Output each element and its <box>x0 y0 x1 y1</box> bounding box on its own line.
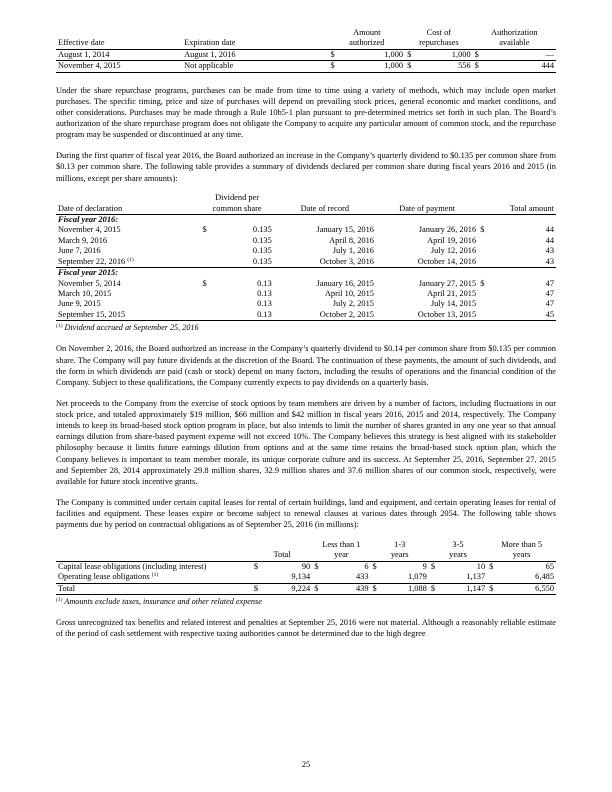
cell-total-sign: $ <box>480 225 485 235</box>
cell-per-share: 0.135 <box>252 235 272 245</box>
cell-record: October 3, 2016 <box>274 257 376 268</box>
cell-declaration: June 9, 2015 <box>58 299 101 309</box>
cell-sign: $ <box>252 583 262 594</box>
cell-record: April 8, 2016 <box>329 235 374 245</box>
cell-sign: $ <box>489 561 494 571</box>
cell-payment: April 21, 2015 <box>427 288 477 298</box>
cell-per-share: 0.13 <box>257 288 272 298</box>
section-row <box>56 215 556 226</box>
header-amount-authorized: Amount authorized <box>329 28 406 49</box>
cell-cost-sign: $ <box>405 61 416 72</box>
cell-total-sign <box>478 299 489 309</box>
cell-sign: $ <box>253 561 259 571</box>
header-1-3-years: 1-3 years <box>371 540 429 561</box>
table-row <box>56 561 556 572</box>
footnote-mark: (1) <box>127 256 134 263</box>
section-label-fy2015: Fiscal year 2015: <box>58 268 119 278</box>
page-content <box>56 26 556 649</box>
cell-sign <box>487 572 497 583</box>
cell-sign: $ <box>312 583 322 594</box>
paragraph-repurchase-methods: Under the share repurchase programs, purchases can be made from time to time using a variety of methods, which may include open market purchases. The specific timing, price and size of purchases will depend on prevailing stock prices, general economic and market conditions, and other considerations. Purchases may be made through a Rule 10b5-1 plan pursuant to pre-determined metrics set forth in such plan. The Board’s authorization of the share repurchase program does not obligate the Company to acquire any particular amount of common stock, and the repurchase program may be suspended or discontinued at any time. <box>56 85 556 140</box>
cell-record: July 1, 2016 <box>332 246 374 256</box>
cell-total: 43 <box>545 246 554 256</box>
cell-y13: 1,088 <box>381 583 429 594</box>
cell-sign: $ <box>372 561 377 571</box>
cell-total: 43 <box>489 257 556 268</box>
header-date-of-payment: Date of payment <box>376 193 478 214</box>
dividend-header-row <box>56 193 556 214</box>
cell-y13: 1,079 <box>381 572 429 583</box>
cell-lt1: 6 <box>364 561 369 571</box>
cell-payment: October 13, 2015 <box>376 310 478 321</box>
cell-record: April 10, 2015 <box>324 288 374 298</box>
cell-label: Operating lease obligations $^{(1)}$ <box>56 572 252 583</box>
cell-sign: $ <box>487 583 497 594</box>
cell-record: July 2, 2015 <box>332 299 374 309</box>
obligations-footnote: $^{(1)}$ Amounts exclude taxes, insurance and other related expense <box>56 596 262 606</box>
cell-cost: 1,000 <box>416 49 472 60</box>
header-authorization-available: Authorization available <box>473 28 556 49</box>
cell-sign <box>200 236 216 246</box>
cell-sign: $ <box>202 225 207 235</box>
cell-total-sign <box>478 289 489 299</box>
cell-declaration: June 7, 2016 <box>58 246 101 256</box>
cell-avail-sign: $ <box>473 61 484 72</box>
table-row <box>56 236 556 246</box>
cell-payment: October 14, 2016 <box>376 257 478 268</box>
paragraph-dividend-increase-2016: During the first quarter of fiscal year 2016, the Board authorized an increase in the Company’s quarterly dividend to $0.135 per common share from $0.13 per common share. The following table provides a summary of dividends declared per common share during fiscal years 2016 and 2015 (in millions, except per share amounts): <box>56 151 556 183</box>
cell-lt1: 439 <box>323 583 371 594</box>
cell-sign <box>371 572 381 583</box>
paragraph-leases: The Company is committed under certain capital leases for rental of certain buildings, land and equipment, and certain operating leases for rental of facilities and equipment. These leases expire or become subject to renewal clauses at various dates through 2054. The following table shows payments due by period on contractual obligations as of September 25, 2016 (in millions): <box>56 497 556 530</box>
header-3-5-years: 3-5 years <box>429 540 487 561</box>
cell-amount-sign: $ <box>329 49 340 60</box>
cell-total: 47 <box>545 299 554 309</box>
cell-per-share: 0.13 <box>257 299 272 309</box>
header-total-amount: Total amount <box>478 193 556 214</box>
cell-total: 45 <box>489 310 556 321</box>
cell-per-share: 0.135 <box>252 225 272 235</box>
header-more-than-5-years: More than 5 years <box>487 540 556 561</box>
header-date-of-record: Date of record <box>274 193 376 214</box>
cell-sign: $ <box>430 561 436 571</box>
cell-total: 90 <box>301 561 311 571</box>
cell-lt1: 433 <box>323 572 371 583</box>
dividend-footnote: $^{(1)}$ Dividend accrued at September 25, 2016 <box>56 323 199 333</box>
cell-label: Total <box>56 583 252 594</box>
cell-sign <box>200 246 216 256</box>
cell-sign: $ <box>202 278 207 288</box>
cell-cost-sign: $ <box>405 49 416 60</box>
table-row <box>56 299 556 309</box>
table-row <box>56 279 556 289</box>
cell-declaration: September 22, 2016 $^{(1)}$ <box>56 257 200 268</box>
cell-total-sign <box>478 246 489 256</box>
cell-payment: April 19, 2016 <box>427 235 477 245</box>
cell-effective: November 4, 2015 <box>56 61 182 72</box>
cell-sign <box>429 572 439 583</box>
obligations-table <box>56 540 556 595</box>
cell-y13: 9 <box>422 561 427 571</box>
cell-total-sign: $ <box>480 278 485 288</box>
cell-label: Capital lease obligations (including interest) <box>58 561 207 571</box>
paragraph-stock-options: Net proceeds to the Company from the exercise of stock options by team members are driven by a number of factors, including fluctuations in our stock price, and totaled approximately $19 million, $66 million and $42 million in fiscal years 2016, 2015 and 2014, respectively. The Company intends to keep its broad-based stock option program in place, but also intends to limit the number of shares granted in any one year so that annual earnings dilution from share-based payment expense will not exceed 10%. The Company believes this strategy is best aligned with its stakeholder philosophy because it limits future earnings dilution from options and at the same time retains the broad-based stock option plan, which the Company believes is important to team member morale, its unique corporate culture and its success. At September 25, 2016, September 27, 2015 and September 28, 2014 approximately 29.8 million shares, 32.9 million shares and 37.6 million shares of our common stock, respectively, were available for future stock incentive grants. <box>56 398 556 487</box>
cell-sign <box>200 310 216 321</box>
cell-total-sign <box>478 310 489 321</box>
cell-per-share: 0.13 <box>216 310 274 321</box>
cell-sign: $ <box>429 583 439 594</box>
cell-sign <box>200 289 216 299</box>
header-date-of-declaration: Date of declaration <box>56 193 200 214</box>
cell-amount-sign: $ <box>329 61 340 72</box>
header-dividend-per-share: Dividend per common share <box>200 193 273 214</box>
cell-total-sign <box>478 257 489 268</box>
table-row <box>56 310 556 321</box>
cell-avail-sign: $ <box>473 49 484 60</box>
cell-gt5: 6,485 <box>498 572 556 583</box>
cell-payment: July 12, 2016 <box>430 246 477 256</box>
cell-sign: $ <box>314 561 319 571</box>
cell-payment: July 14, 2015 <box>430 299 477 309</box>
cell-gt5: 65 <box>545 561 554 571</box>
cell-effective: August 1, 2014 <box>56 49 182 60</box>
header-expiration-date: Expiration date <box>182 28 328 49</box>
cell-sign <box>252 572 262 583</box>
cell-sign <box>312 572 322 583</box>
cell-declaration: November 4, 2015 <box>58 225 121 235</box>
cell-sign <box>200 299 216 309</box>
repurchase-table <box>56 28 556 73</box>
cell-expiration: August 1, 2016 <box>182 49 328 60</box>
cell-cost: 556 <box>416 61 472 72</box>
table-row <box>56 289 556 299</box>
obligations-header-row <box>56 540 556 561</box>
table-row <box>56 49 556 60</box>
cell-total: 47 <box>545 288 554 298</box>
cell-record: January 15, 2016 <box>316 225 374 235</box>
cell-gt5: 6,550 <box>498 583 556 594</box>
cell-record: January 16, 2015 <box>316 278 374 288</box>
repurchase-header-row <box>56 28 556 49</box>
cell-declaration: March 10, 2015 <box>58 288 112 298</box>
cell-sign: $ <box>371 583 381 594</box>
cell-total: 9,134 <box>262 572 312 583</box>
cell-total: 44 <box>545 225 554 235</box>
footnote-mark: (1) <box>151 572 159 579</box>
cell-total: 44 <box>545 235 554 245</box>
section-row <box>56 268 556 279</box>
cell-per-share: 0.135 <box>252 246 272 256</box>
cell-avail: — <box>484 49 556 60</box>
cell-y35: 1,147 <box>439 583 487 594</box>
cell-avail: 444 <box>484 61 556 72</box>
cell-payment: January 26, 2016 <box>418 225 477 235</box>
cell-payment: January 27, 2015 <box>418 278 477 288</box>
cell-per-share: 0.13 <box>257 278 272 288</box>
cell-y35: 1,137 <box>439 572 487 583</box>
cell-record: October 2, 2015 <box>274 310 376 321</box>
paragraph-dividend-increase-2017: On November 2, 2016, the Board authorized an increase in the Company’s quarterly dividend to $0.14 per common share from $0.135 per common share. The Company will pay future dividends at the discretion of the Board. The continuation of these payments, the amount of such dividends, and the form in which dividends are paid (cash or stock) depend on many factors, including the results of operations and the financial condition of the Company. Subject to these qualifications, the Company currently expects to pay dividends on a quarterly basis. <box>56 344 556 387</box>
table-row-total <box>56 583 556 594</box>
cell-expiration: Not applicable <box>182 61 328 72</box>
header-total: Total <box>252 540 312 561</box>
cell-total: 9,224 <box>262 583 312 594</box>
cell-declaration: March 9, 2016 <box>58 235 108 245</box>
cell-per-share: 0.135 <box>216 257 274 268</box>
table-row <box>56 572 556 583</box>
cell-y35: 10 <box>476 561 486 571</box>
cell-amount: 1,000 <box>340 61 405 72</box>
header-less-than-1-year: Less than 1 year <box>312 540 370 561</box>
page-number: 25 <box>301 760 311 769</box>
table-row <box>56 225 556 235</box>
cell-declaration: September 15, 2015 <box>56 310 200 321</box>
paragraph-tax-benefits: Gross unrecognized tax benefits and related interest and penalties at September 25, 2016 were not material. Although a reasonably reliable estimate of the period of cash settlement with respective taxing authorities cannot be determined due to the high degree <box>56 618 556 639</box>
table-row <box>56 61 556 72</box>
cell-sign <box>200 257 216 268</box>
cell-total-sign <box>478 236 489 246</box>
section-label-fy2016: Fiscal year 2016: <box>58 215 119 225</box>
cell-declaration: November 5, 2014 <box>58 278 121 288</box>
cell-total: 47 <box>545 278 554 288</box>
table-row <box>56 257 556 268</box>
header-cost-of-repurchases: Cost of repurchases <box>405 28 473 49</box>
table-row <box>56 246 556 256</box>
cell-amount: 1,000 <box>340 49 405 60</box>
header-effective-date: Effective date <box>56 28 182 49</box>
dividend-table <box>56 193 556 321</box>
